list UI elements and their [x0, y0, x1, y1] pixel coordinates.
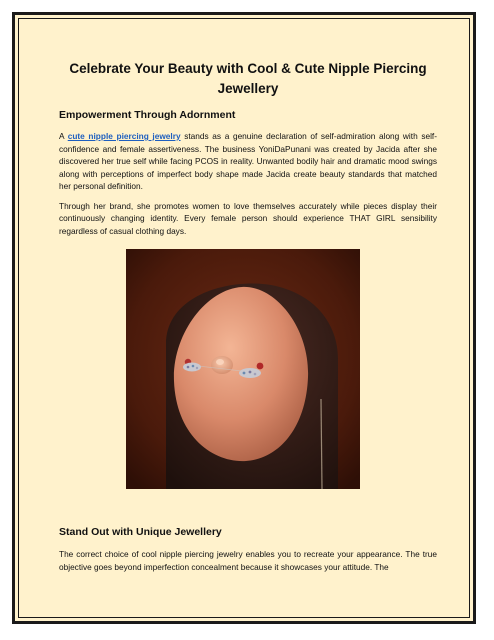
product-photo-image [126, 249, 360, 489]
document-content [59, 59, 437, 573]
document-page [12, 12, 476, 624]
paragraph-brand: Through her brand, she promotes women to love themselves accurately while pieces display their continuously changing identity. Every female person should experience THAT GIRL sensibility regardless of casual clothing days. [59, 200, 437, 236]
cute-nipple-piercing-jewelry-link[interactable]: cute nipple piercing jewelry [67, 131, 181, 141]
section-heading-empowerment: Empowerment Through Adornment [59, 109, 236, 121]
paragraph-stand-out: The correct choice of cool nipple piercing jewelry enables you to recreate your appearance. The true objective goes beyond imperfection concealment because it showcases your attitude. The [59, 549, 437, 572]
section-heading-stand-out: Stand Out with Unique Jewellery [59, 526, 222, 538]
paragraph-intro-rest: stands as a genuine declaration of self-admiration along with self-confidence and female assertiveness. The business YoniDaPunani was created by Jacida after she discovered her true self while facing PCOS in reality. Unwanted bodily hair and dramatic mood swings along with perceptions of imperfect body shape made Jacida create beauty standards that matched her personal definition. [59, 131, 437, 191]
paragraph-intro-prefix: A [59, 131, 68, 141]
product-photo [126, 249, 360, 489]
document-title: Celebrate Your Beauty with Cool & Cute Nipple Piercing Jewellery [69, 61, 427, 96]
paragraph-intro [59, 130, 437, 193]
